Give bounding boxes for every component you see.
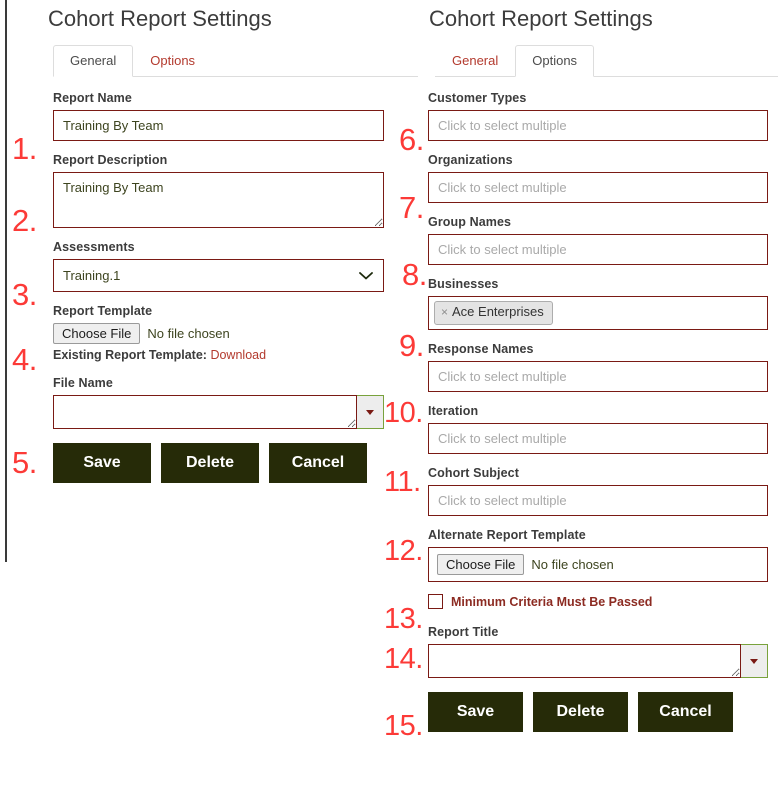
- response-names-label: Response Names: [428, 342, 534, 356]
- report-name-input[interactable]: [53, 110, 384, 141]
- report-description-textarea[interactable]: [53, 172, 384, 228]
- group-names-label: Group Names: [428, 215, 512, 229]
- report-title-dropdown-button[interactable]: [741, 644, 768, 678]
- file-name-combo: [53, 395, 384, 429]
- field-file-name: [53, 376, 384, 429]
- field-minimum-criteria: [428, 594, 768, 609]
- file-name-label: File Name: [53, 376, 113, 390]
- businesses-tag-input[interactable]: [428, 296, 768, 330]
- field-cohort-subject: [428, 466, 768, 516]
- delete-button-options[interactable]: Delete: [533, 692, 628, 732]
- page-title: Cohort Report Settings: [48, 6, 272, 31]
- caret-down-icon: [366, 410, 374, 415]
- callout-marker-9: 9.: [399, 328, 424, 363]
- customer-types-input[interactable]: [428, 110, 768, 141]
- field-businesses: [428, 277, 768, 330]
- cohort-subject-label: Cohort Subject: [428, 466, 519, 480]
- callout-marker-11: 11.: [384, 466, 421, 498]
- iteration-label: Iteration: [428, 404, 479, 418]
- remove-tag-icon[interactable]: ×: [441, 305, 449, 319]
- report-name-label: Report Name: [53, 91, 132, 105]
- delete-button[interactable]: Delete: [161, 443, 259, 483]
- caret-down-icon-2: [750, 659, 758, 664]
- callout-marker-2: 2.: [12, 203, 37, 238]
- organizations-input[interactable]: [428, 172, 768, 203]
- options-form: [418, 77, 778, 732]
- tab-options[interactable]: Options: [150, 53, 196, 69]
- field-report-name: [53, 91, 384, 141]
- group-names-input[interactable]: [428, 234, 768, 265]
- report-title-textarea[interactable]: [428, 644, 741, 678]
- cohort-subject-input[interactable]: [428, 485, 768, 516]
- general-form: [7, 77, 430, 483]
- tab-general[interactable]: General: [53, 45, 133, 77]
- alternate-file-status: No file chosen: [531, 557, 614, 572]
- callout-marker-3: 3.: [12, 277, 37, 312]
- callout-marker-14: 14.: [384, 643, 423, 675]
- tab-general-right[interactable]: General: [452, 53, 499, 69]
- field-customer-types: [428, 91, 768, 141]
- cancel-button-options[interactable]: Cancel: [638, 692, 733, 732]
- field-assessments: [53, 240, 384, 292]
- businesses-label: Businesses: [428, 277, 499, 291]
- existing-report-template-label: Existing Report Template:: [53, 348, 207, 362]
- download-link[interactable]: Download: [210, 348, 267, 362]
- save-button-options[interactable]: Save: [428, 692, 523, 732]
- tag-chip: [434, 301, 553, 324]
- field-report-template: [53, 304, 384, 344]
- report-description-label: Report Description: [53, 153, 168, 167]
- file-name-dropdown-button[interactable]: [357, 395, 384, 429]
- report-template-choose-file-button[interactable]: Choose File: [53, 323, 140, 344]
- customer-types-label: Customer Types: [428, 91, 527, 105]
- callout-marker-10: 10.: [384, 397, 423, 429]
- save-button[interactable]: Save: [53, 443, 151, 483]
- cohort-report-settings-general-panel: [5, 0, 430, 562]
- options-button-row: [428, 692, 768, 732]
- callout-marker-13: 13.: [384, 603, 423, 635]
- assessments-select[interactable]: [53, 259, 384, 292]
- report-title-label: Report Title: [428, 625, 499, 639]
- cohort-report-settings-options-panel: [418, 0, 778, 805]
- field-report-title: [428, 625, 768, 678]
- field-response-names: [428, 342, 768, 392]
- assessments-select-wrap: [53, 259, 384, 292]
- cancel-button[interactable]: Cancel: [269, 443, 367, 483]
- page-title-options: Cohort Report Settings: [429, 6, 653, 31]
- callout-marker-8: 8.: [402, 257, 427, 292]
- response-names-input[interactable]: [428, 361, 768, 392]
- field-iteration: [428, 404, 768, 454]
- report-template-file-status: No file chosen: [147, 326, 230, 341]
- callout-marker-1: 1.: [12, 131, 37, 166]
- callout-marker-5: 5.: [12, 445, 37, 480]
- field-group-names: [428, 215, 768, 265]
- tab-bar-options: [435, 43, 778, 77]
- existing-report-template: [53, 348, 384, 362]
- report-template-file-row: [53, 323, 384, 344]
- field-alternate-report-template: [428, 528, 768, 582]
- assessments-label: Assessments: [53, 240, 135, 254]
- alternate-report-template-label: Alternate Report Template: [428, 528, 586, 542]
- alternate-choose-file-button[interactable]: Choose File: [437, 554, 524, 575]
- minimum-criteria-label[interactable]: Minimum Criteria Must Be Passed: [451, 594, 653, 609]
- organizations-label: Organizations: [428, 153, 513, 167]
- report-template-label: Report Template: [53, 304, 153, 318]
- alternate-report-template-file-row: [428, 547, 768, 582]
- tag-label: Ace Enterprises: [452, 304, 544, 320]
- callout-marker-15: 15.: [384, 710, 423, 742]
- callout-marker-4: 4.: [12, 342, 37, 377]
- file-name-textarea[interactable]: [53, 395, 357, 429]
- report-title-combo: [428, 644, 768, 678]
- iteration-input[interactable]: [428, 423, 768, 454]
- callout-marker-6: 6.: [399, 122, 424, 157]
- field-report-description: [53, 153, 384, 228]
- callout-marker-7: 7.: [399, 190, 424, 225]
- tab-bar: [53, 43, 430, 77]
- tab-options-right[interactable]: Options: [515, 45, 594, 77]
- general-button-row: [53, 443, 384, 483]
- field-organizations: [428, 153, 768, 203]
- minimum-criteria-checkbox[interactable]: [428, 594, 443, 609]
- callout-marker-12: 12.: [384, 535, 423, 567]
